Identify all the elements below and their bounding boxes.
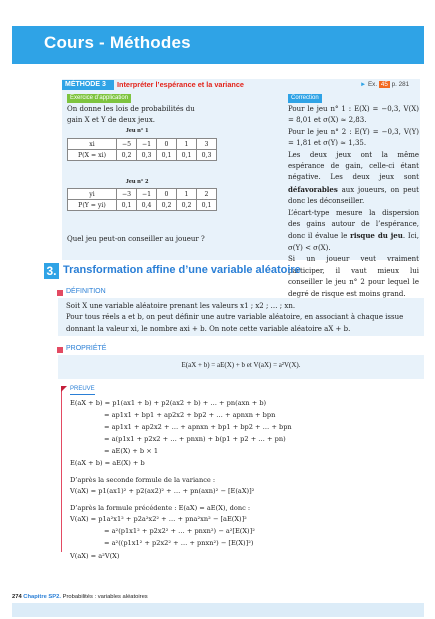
exercice-intro: On donne les lois de probabilités du gain X et Y de deux jeux. xyxy=(67,105,195,125)
proof-line: = a²((p1x1² + p2x2² + … + pnxn²) − [E(X)]²) xyxy=(104,539,254,547)
ex-ref-page: p. 281 xyxy=(391,81,410,88)
table-cell: 0,3 xyxy=(137,150,157,161)
correction-line: L’écart-type mesure la dispersion des gains autour de l’espérance, donc il évalue le xyxy=(288,208,419,241)
correction-badge: Correction xyxy=(288,94,322,103)
footer-subtitle: Probabilités : variables aléatoires xyxy=(62,594,148,600)
table-cell: 0,2 xyxy=(177,200,197,211)
proof-line: = a(p1x1 + p2x2 + … + pnxn) + b(p1 + p2 + … + pn) xyxy=(104,435,286,443)
table-cell: −1 xyxy=(137,139,157,150)
proof-line: = a²(p1x1² + p2x2² + … + pnxn²) − a²[E(X)]² xyxy=(104,527,255,535)
table-cell: 0 xyxy=(157,139,177,150)
table-cell: 0,3 xyxy=(197,150,217,161)
page-number: 274 xyxy=(12,594,22,600)
section-title: Transformation affine d’une variable aléatoire xyxy=(63,264,301,276)
footer-bar xyxy=(12,603,424,617)
preuve-corner-icon xyxy=(61,386,67,392)
table-cell: −3 xyxy=(117,189,137,200)
table-cell: 1 xyxy=(177,189,197,200)
methode-badge: MÉTHODE 3 xyxy=(62,80,114,90)
probability-table-2 xyxy=(67,188,217,211)
table-cell: 3 xyxy=(197,139,217,150)
table-head: xi xyxy=(68,139,117,150)
proof-line: E(aX + b) = aE(X) + b xyxy=(70,459,145,467)
correction-line: Les deux jeux ont la même espérance de gain, celle-ci étant négative. Les deux jeux sont xyxy=(288,150,419,182)
definition-marker-icon xyxy=(57,290,63,296)
section-number: 3. xyxy=(44,263,59,279)
propriete-marker-icon xyxy=(57,347,63,353)
preuve-underline xyxy=(70,394,95,395)
correction-line: Pour le jeu n° 2 : E(Y) = −0,3, V(Y) = 1,81 et σ(Y) ≈ 1,35. xyxy=(288,127,419,148)
ex-ref-prefix: Ex. xyxy=(367,81,378,88)
table-cell: 0,1 xyxy=(197,200,217,211)
table-cell: 0,2 xyxy=(117,150,137,161)
footer-chapter: Chapitre SP2. xyxy=(23,594,61,600)
table-head: yi xyxy=(68,189,117,200)
proof-line: D’après la formule précédente : E(aX) = aE(X), donc : xyxy=(70,504,251,512)
proof-line: V(aX) = p1(ax1)² + p2(ax2)² + … + pn(axn)² − [E(aX)]² xyxy=(70,487,255,495)
table-head: P(X = xi) xyxy=(68,150,117,161)
table-cell: 0 xyxy=(157,189,177,200)
page-title: Cours - Méthodes xyxy=(44,33,191,52)
arrow-right-icon: ► xyxy=(360,81,367,88)
exercice-question: Quel jeu peut-on conseiller au joueur ? xyxy=(67,235,205,243)
table-cell: 0,2 xyxy=(157,200,177,211)
definition-line: Soit X une variable aléatoire prenant les valeurs x1 ; x2 ; … ; xn. xyxy=(66,302,296,310)
table2-caption: Jeu n° 2 xyxy=(125,178,149,185)
exercice-badge: Exercice d’application xyxy=(67,94,131,103)
table-cell: −5 xyxy=(117,139,137,150)
preuve-rule xyxy=(61,386,62,552)
table-cell: −1 xyxy=(137,189,157,200)
proof-line: = ap1x1 + ap2x2 + … + apnxn + bp1 + bp2 + … + bpn xyxy=(104,423,292,431)
correction-line: Si un joueur veut vraiment participer, il vaut mieux lui conseiller le jeu n° 2 pour lequel le degré de risque est moins grand. xyxy=(288,255,419,298)
proof-line: E(aX + b) = p1(ax1 + b) + p2(ax2 + b) + … + pn(axn + b) xyxy=(70,399,267,407)
correction-line: aux joueurs, on peut donc les déconseiller. xyxy=(288,185,419,206)
correction-emphasis: défavorables xyxy=(288,184,338,194)
probability-table-1 xyxy=(67,138,217,161)
methode-title: Interpréter l’espérance et la variance xyxy=(117,80,244,89)
table-cell: 0,1 xyxy=(177,150,197,161)
table-cell: 0,1 xyxy=(117,200,137,211)
exercise-reference[interactable] xyxy=(360,80,409,90)
definition-text xyxy=(66,301,422,335)
correction-line: Pour le jeu n° 1 : E(X) = −0,3, V(X) = 8,01 et σ(X) ≈ 2,83. xyxy=(288,105,419,125)
correction-text xyxy=(288,104,419,300)
definition-line: Pour tous réels a et b, on peut définir une autre variable aléatoire, en associant à chaque issue donnant la valeur xi, le nombre axi + b. On note cette variable aléatoire aX + b. xyxy=(66,313,404,333)
proof-line: V(aX) = p1a²x1² + p2a²x2² + … + pna²xn² − [aE(X)]² xyxy=(70,515,247,523)
table-cell: 2 xyxy=(197,189,217,200)
proof-line: D’après la seconde formule de la variance : xyxy=(70,476,216,484)
correction-line: . Ici, σ(Y) < σ(X). xyxy=(288,232,419,252)
table-cell: 0,1 xyxy=(157,150,177,161)
footer xyxy=(12,594,148,600)
proof-line: = ap1x1 + bp1 + ap2x2 + bp2 + … + apnxn + bpn xyxy=(104,411,276,419)
ex-ref-number: 45 xyxy=(380,81,388,88)
table1-caption: Jeu n° 1 xyxy=(125,127,149,134)
correction-emphasis: risque du jeu xyxy=(350,231,403,241)
table-cell: 0,4 xyxy=(137,200,157,211)
propriete-label: PROPRIÉTÉ xyxy=(66,345,107,352)
proof-line: = aE(X) + b × 1 xyxy=(104,447,159,455)
propriete-formula: E(aX + b) = aE(X) + b et V(aX) = a²V(X). xyxy=(181,361,301,369)
proof-line: V(aX) = a²V(X) xyxy=(70,552,120,560)
table-head: P(Y = yi) xyxy=(68,200,117,211)
table-cell: 1 xyxy=(177,139,197,150)
preuve-label: PREUVE xyxy=(70,386,95,392)
definition-label: DÉFINITION xyxy=(66,288,106,295)
